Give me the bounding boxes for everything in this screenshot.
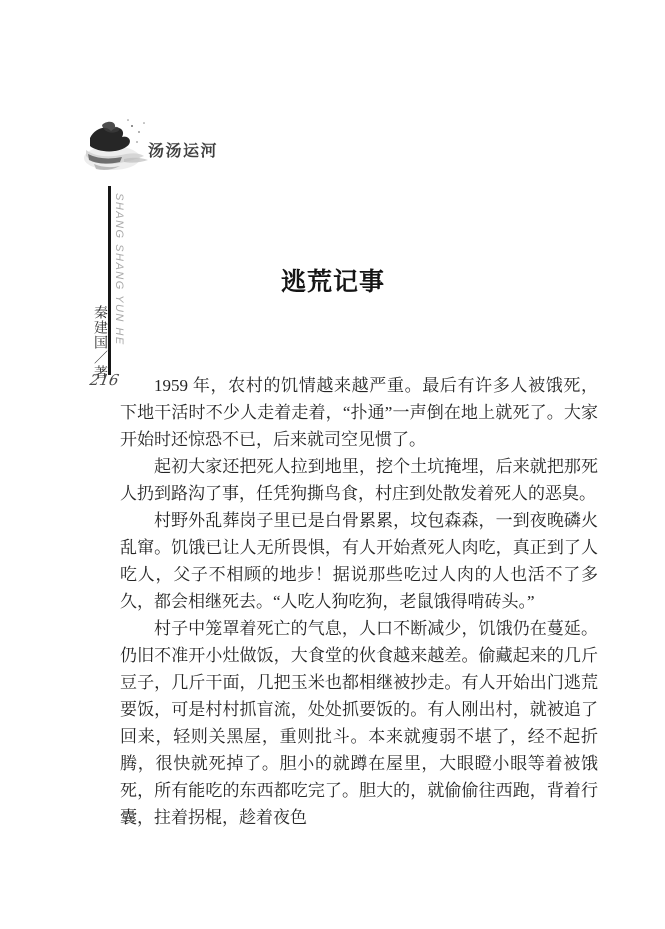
paragraph: 1959 年，农村的饥情越来越严重。最后有许多人被饿死，下地干活时不少人走着走着，“扑通”一声倒在地上就死了。大家开始时还惊恐不已，后来就司空见惯了。: [120, 376, 598, 449]
series-pinyin-vertical: SHANG SHANG YUN HE: [113, 193, 125, 346]
series-title: 汤汤运河: [148, 143, 219, 160]
paragraph: 起初大家还把死人拉到地里，挖个土坑掩埋，后来就把那死人扔到路沟了事，任凭狗撕鸟食，村庄到处散发着死人的恶臭。: [120, 457, 598, 503]
ink-wash-painting-logo: [82, 116, 150, 178]
author-name-vertical: 秦建国／著: [92, 305, 107, 380]
chapter-title: 逃荒记事: [280, 269, 385, 296]
page-number: 216: [88, 371, 121, 389]
chapter-title-wrap: [120, 262, 598, 298]
paragraph: 村野外乱葬岗子里已是白骨累累，坟包森森，一到夜晚磷火乱窜。饥饿已让人无所畏惧，有人开始煮死人肉吃，真正到了人吃人，父子不相顾的地步！据说那些吃过人肉的人也活不了多久，都会相继死去。“人吃人狗吃狗，老鼠饿得啃砖头。”: [120, 511, 598, 611]
article-body: [120, 372, 598, 831]
ink-wash-painting-icon: [82, 116, 150, 178]
paragraph: 村子中笼罩着死亡的气息，人口不断减少，饥饿仍在蔓延。仍旧不准开小灶做饭，大食堂的伙食越来越差。偷藏起来的几斤豆子，几斤干面，几把玉米也都相继被抄走。有人开始出门逃荒要饭，可是村村抓盲流，处处抓要饭的。有人刚出村，就被追了回来，轻则关黑屋，重则批斗。本来就瘦弱不堪了，经不起折腾，很快就死掉了。胆小的就蹲在屋里，大眼瞪小眼等着被饿死，所有能吃的东西都吃完了。胆大的，就偷偷往西跑，背着行囊，拄着拐棍，趁着夜色: [120, 619, 598, 827]
